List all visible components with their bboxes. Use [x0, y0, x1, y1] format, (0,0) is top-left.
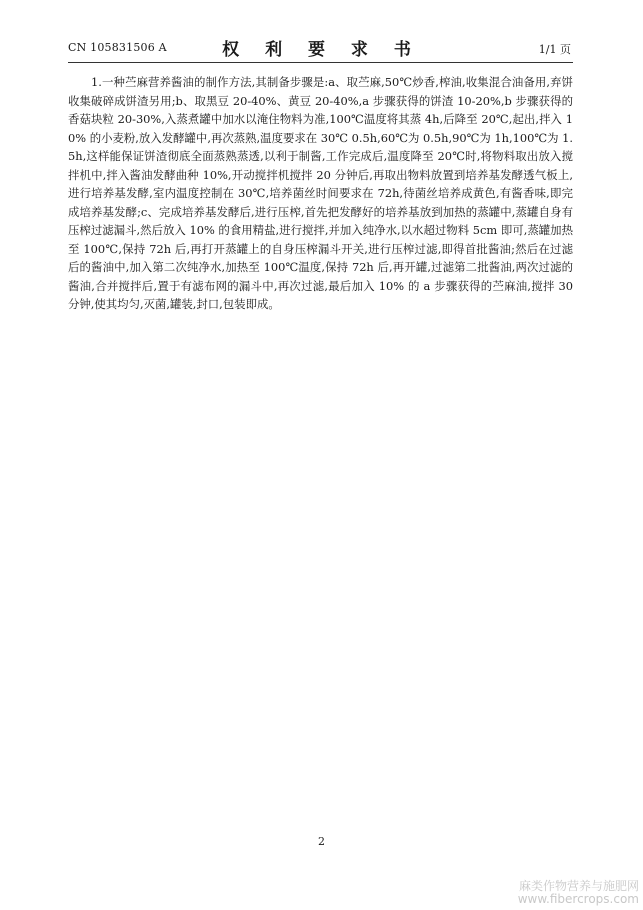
claim-1-text: 1.一种苎麻营养酱油的制作方法,其制备步骤是:a、取苎麻,50℃炒香,榨油,收集混合油备用,弃饼收集破碎成饼渣另用;b、取黑豆 20-40%、黄豆 20-40%,a 步骤获得的饼渣 10-20%,b 步骤获得的香菇块粒 20-30%,入蒸煮罐中加水以淹住物料为准,100℃温度将其蒸 4h,后降至 20℃,起出,拌入 10% 的小麦粉,放入发酵罐中,再次蒸熟,温度要求在 30℃ 0.5h,60℃为 0.5h,90℃为 1h,100℃为 1.5h,这样能保证饼渣彻底全面蒸熟蒸透,以利于制酱,工作完成后,温度降至 20℃时,将物料取出放入搅拌机中,拌入酱油发酵曲种 10%,开动搅拌机搅拌 20 分钟后,再取出物料放置到培养基发酵透气板上,进行培养基发酵,室内温度控制在 30℃,培养菌丝时间要求在 72h,待菌丝培养成黄色,有酱香味,即完成培养基发酵;c、完成培养基发酵后,进行压榨,首先把发酵好的培养基放到加热的蒸罐中,蒸罐自身有压榨过滤漏斗,然后放入 10% 的食用精盐,进行搅拌,并加入纯净水,以水超过物料 5cm 即可,蒸罐加热至 100℃,保持 72h 后,再打开蒸罐上的自身压榨漏斗开关,进行压榨过滤,即得首批酱油;然后在过滤后的酱油中,加入第二次纯净水,加热至 100℃温度,保持 72h 后,再开罐,过滤第二批酱油,两次过滤的酱油,合并搅拌后,置于有滤布网的漏斗中,再次过滤,最后加入 10% 的 a 步骤获得的苎麻油,搅拌 30 分钟,使其均匀,灭菌,罐装,封口,包装即成。: [68, 75, 573, 311]
watermark-url: www.fibercrops.com: [517, 892, 639, 906]
publication-number: CN 105831506 A: [68, 41, 167, 54]
watermark-site-name: 麻类作物营养与施肥网: [518, 879, 639, 893]
site-watermark: [518, 880, 639, 906]
document-title: 权 利 要 求 书: [222, 40, 421, 60]
page-reference: 1/1 页: [538, 43, 571, 56]
document-header: [0, 0, 643, 66]
header-rule: [68, 62, 573, 63]
page-number: 2: [318, 835, 325, 848]
